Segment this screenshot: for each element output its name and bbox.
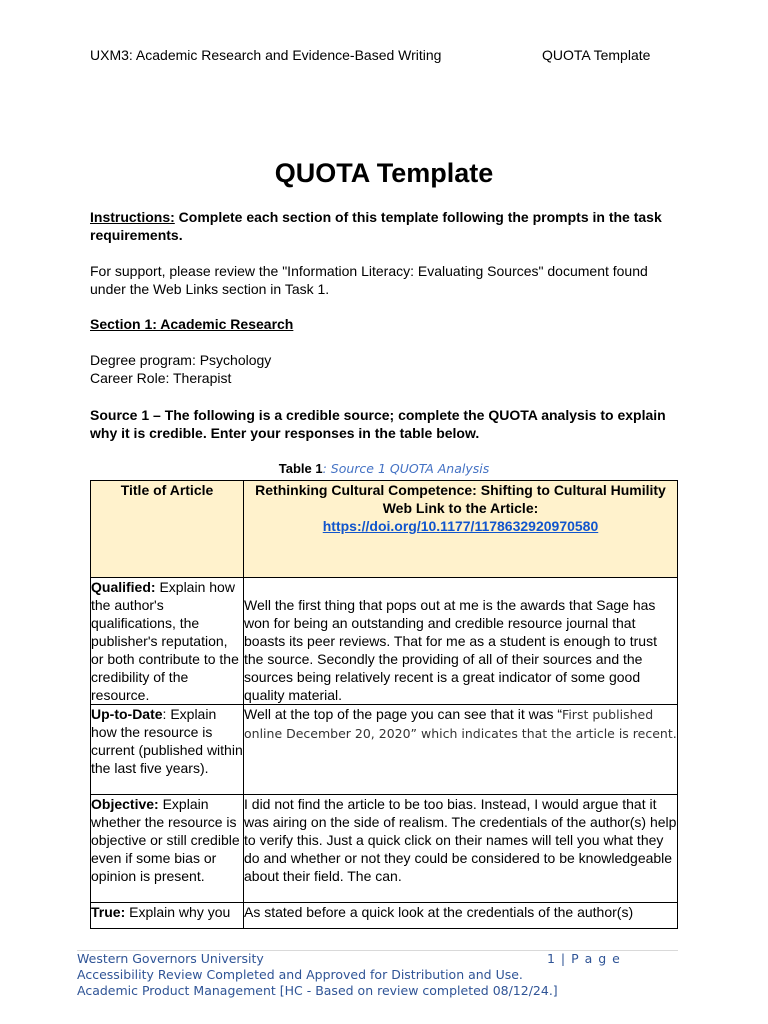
degree-program: Degree program: Psychology [90,352,272,368]
source1-paragraph [90,406,680,442]
table-row [91,903,678,929]
footer-accessibility: Accessibility Review Completed and Approved for Distribution and Use. [77,967,523,982]
support-paragraph: For support, please review the "Information Literacy: Evaluating Sources" document found under the Web Links section in Task 1. [90,263,648,297]
page-title: QUOTA Template [274,158,494,188]
article-info-cell [244,481,678,578]
article-title: Rethinking Cultural Competence: Shifting to Cultural Humility [255,482,666,498]
row-term: Up-to-Date [91,706,163,722]
objective-response-cell[interactable]: I did not find the article to be too bias. Instead, I would argue that it was airing on the side of realism. The credentials of the author(s) help to verify this. Just a quick click on their names will tell you what they do and whether or not they could be considered to be knowledgeable about their field. The can. [244,795,678,903]
web-link-label: Web Link to the Article: [382,500,539,516]
source1-text: – The following is a credible source; complete the QUOTA analysis to explain why it is credible. Enter your responses in the table below. [90,407,666,441]
header-course: UXM3: Academic Research and Evidence-Based Writing [90,47,442,63]
quota-table [90,480,678,929]
row-prompt: : Explain how the resource is current (published within the last five years). [91,706,243,776]
table-row [91,578,678,705]
source1-label: Source 1 [90,407,150,423]
true-response-cell[interactable]: As stated before a quick look at the credentials of the author(s) [244,903,678,929]
uptodate-response-text: Well at the top of the page you can see that it was “ [244,706,563,722]
row-term: Objective: [91,796,159,812]
instructions-text: Complete each section of this template following the prompts in the task requirements. [90,209,662,243]
table-row [91,795,678,903]
uptodate-response-cell[interactable] [244,705,678,795]
row-prompt: Explain whether the resource is objective or still credible even if some bias or opinion is present. [91,796,240,884]
footer-review: Academic Product Management [HC - Based on review completed 08/12/24.] [77,983,558,998]
row-prompt: Explain why you [125,904,231,920]
table-caption-text: : Source 1 QUOTA Analysis [322,461,490,476]
qualified-prompt-cell [91,578,244,705]
table-caption-label: Table 1 [278,461,323,476]
row-prompt: Explain how the author's qualifications, the publisher's reputation, or both contribute to the credibility of the resource. [91,579,239,703]
instructions-label: Instructions: [90,209,175,225]
row-term: Qualified: [91,579,156,595]
table-row [91,705,678,795]
row-term: True: [91,904,126,920]
uptodate-response-quote: First published online December 20, 2020” which indicates that the article is recent. [244,707,677,741]
uptodate-prompt-cell [91,705,244,795]
instructions-paragraph [90,208,680,244]
page-footer [77,950,678,999]
career-role: Career Role: Therapist [90,370,232,386]
objective-prompt-cell [91,795,244,903]
article-web-link[interactable]: https://doi.org/10.1177/1178632920970580 [322,518,599,534]
qualified-response-cell[interactable]: Well the first thing that pops out at me is the awards that Sage has won for being an outstanding and credible resource journal that boasts its peer reviews. That for me as a student is enough to trust the source. Secondly the providing of all of their sources and the sources being relatively recent is a great indicator of some good quality material. [244,578,678,705]
table-caption [0,461,768,476]
footer-org: Western Governors University [77,951,264,966]
header-template-name: QUOTA Template [542,47,651,63]
table-header-row [91,481,678,578]
title-of-article-label: Title of Article [91,481,244,578]
section1-heading: Section 1: Academic Research [90,316,294,332]
page-number: 1 | P a g e [547,951,621,966]
true-prompt-cell [91,903,244,929]
